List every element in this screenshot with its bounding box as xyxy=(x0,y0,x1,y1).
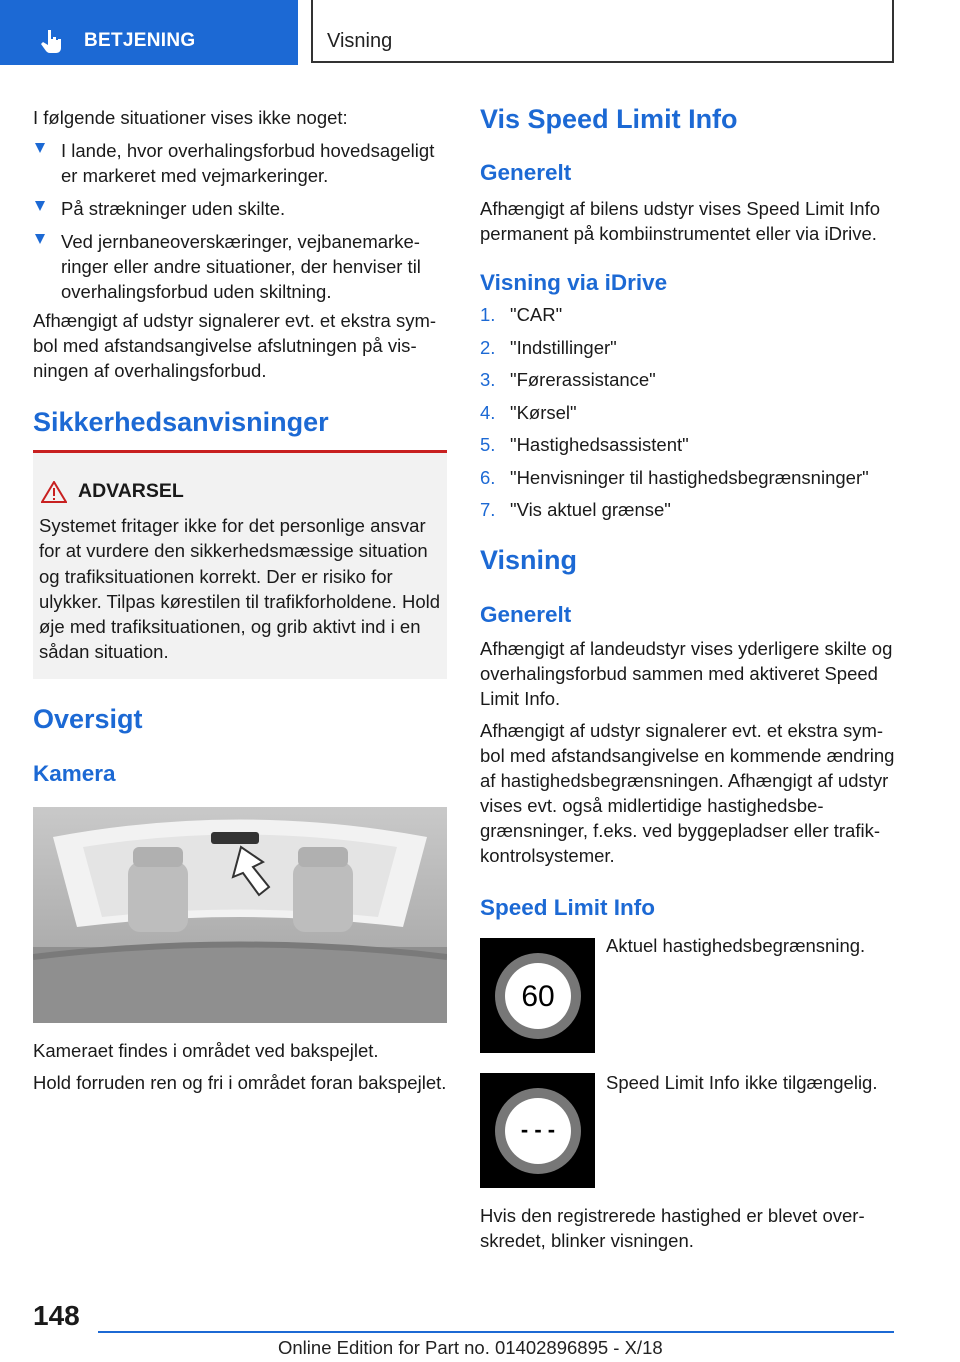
list-item: 3. "Førerassistance" xyxy=(480,369,656,390)
warning-box xyxy=(33,450,447,679)
camera-location-photo xyxy=(33,807,447,1023)
footer-divider xyxy=(98,1331,894,1333)
hand-pointer-icon xyxy=(40,28,66,54)
general-heading: Generelt xyxy=(480,160,572,185)
display-general-text: Afhængigt af landeudstyr vises yderligere skilte og overhalingsforbud sammen med aktiveret Speed Limit Info. xyxy=(480,638,893,709)
sli-heading: Speed Limit Info xyxy=(480,895,656,920)
warning-text: Systemet fritager ikke for det personlige ansvar for at vurdere den sikkerhedsmæssige situation og trafiksituationen korrekt. Der er risiko for ulykker. Tilpas kørestilen til trafikforholdene. Hold øje med trafiksituationen, og grib aktivt ind i en sådan situation. xyxy=(39,515,441,663)
list-item: Ved jernbaneoverskæringer, vejbanemarkeringer eller andre situationer, der henviser til overhalingsforbud uden skiltning. xyxy=(33,229,447,304)
sign-value: - - - xyxy=(520,1117,556,1142)
section-title: Visning xyxy=(327,30,393,52)
idrive-steps xyxy=(480,299,898,527)
list-item: 6. "Henvisninger til hastighedsbegrænsninger" xyxy=(480,466,869,488)
warning-triangle-icon xyxy=(41,481,67,503)
camera-clean-text: Hold forruden ren og fri i området foran bakspejlet. xyxy=(33,1072,447,1093)
chapter-tab-label: BETJENING xyxy=(84,30,196,51)
list-item: I lande, hvor overhalingsforbud hovedsageligt er markeret med vejmarkeringer. xyxy=(33,138,447,188)
warning-title: ADVARSEL xyxy=(78,480,184,502)
list-item: 4. "Kørsel" xyxy=(480,401,577,423)
list-item: 5. "Hastighedsassistent" xyxy=(480,434,689,455)
triangle-bullet-icon xyxy=(35,143,45,153)
speed-limit-info-heading: Vis Speed Limit Info xyxy=(480,104,738,134)
speed-limit-60-sign xyxy=(480,938,595,1053)
bullet-list xyxy=(33,138,447,304)
sign1-caption: Aktuel hastighedsbegrænsning. xyxy=(606,935,866,956)
intro-text: I følgende situationer vises ikke noget: xyxy=(33,107,348,128)
idrive-heading: Visning via iDrive xyxy=(480,270,668,295)
display-heading: Visning xyxy=(480,545,578,575)
display-extra-text: Afhængigt af udstyr signalerer evt. et ekstra symbol med afstandsangivelse en kommende ændring af hastighedsbegrænsningen. Afhængigt af udstyr vises evt. også midlertidige hastighedsbegrænsninger, f.eks. ved byggepladser eller trafikkontrolsystemer. xyxy=(480,720,895,866)
speed-limit-unavailable-sign xyxy=(480,1073,595,1188)
section-header xyxy=(311,0,894,63)
page-number: 148 xyxy=(33,1300,80,1331)
list-item: 2. "Indstillinger" xyxy=(480,336,617,358)
sign2-caption: Speed Limit Info ikke tilgængelig. xyxy=(606,1072,878,1093)
safety-heading: Sikkerhedsanvisninger xyxy=(33,407,329,437)
final-text: Hvis den registrerede hastighed er blevet overskredet, blinker visningen. xyxy=(480,1205,865,1251)
camera-heading: Kamera xyxy=(33,761,116,786)
list-item: 7. "Vis aktuel grænse" xyxy=(480,499,671,520)
overtaking-text: Afhængigt af udstyr signalerer evt. et ekstra symbol med afstandsangivelse afslutningen på visningen af overhalingsforbud. xyxy=(33,310,437,381)
sign-value: 60 xyxy=(521,980,555,1013)
camera-location-text: Kameraet findes i området ved bakspejlet. xyxy=(33,1040,379,1061)
list-item: På strækninger uden skilte. xyxy=(33,196,447,221)
chapter-tab[interactable] xyxy=(0,0,298,65)
display-general-heading: Generelt xyxy=(480,602,572,627)
list-item: 1. "CAR" xyxy=(480,304,563,325)
edition-text: Online Edition for Part no. 01402896895 - X/18 xyxy=(278,1337,663,1358)
general-text: Afhængigt af bilens udstyr vises Speed Limit Info permanent på kombiinstrumentet eller via iDrive. xyxy=(480,198,881,244)
overview-heading: Oversigt xyxy=(33,704,143,734)
triangle-bullet-icon xyxy=(35,234,45,244)
triangle-bullet-icon xyxy=(35,201,45,211)
